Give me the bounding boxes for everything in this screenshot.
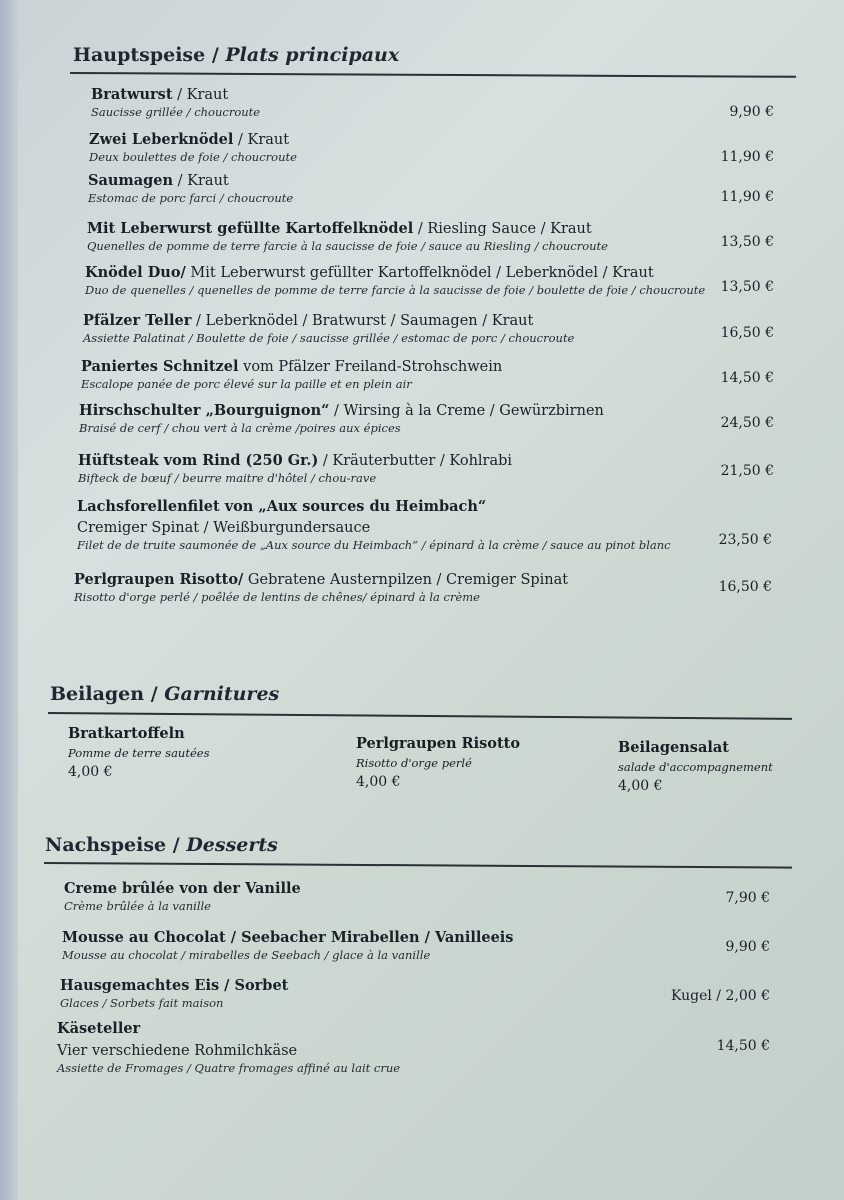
item-name: Bratkartoffeln [68,725,185,742]
menu-item [79,402,604,436]
section-rule [44,862,792,868]
menu-item [74,571,568,605]
side-item [68,724,209,782]
item-desc: Bifteck de bœuf / beurre maitre d'hôtel / chou-rave [78,471,377,485]
item-name: Hirschschulter „Bourguignon“ [79,402,330,419]
menu-item [60,977,288,1011]
item-desc: Braisé de cerf / chou vert à la crème /poires aux épices [79,421,401,435]
item-desc: salade d'accompagnement [618,760,773,774]
item-desc: Assiette Palatinat / Boulette de foie / saucisse grillée / estomac de porc / choucroute [83,331,575,345]
side-item [356,734,520,792]
item-name: Perlgraupen Risotto [356,735,521,752]
menu-item [62,929,513,963]
section-rule [70,72,796,77]
section-title-fr: Desserts [186,834,278,856]
item-desc: Duo de quenelles / quenelles de pomme de terre farcie à la saucisse de foie / boulette de foie / choucroute [85,283,706,297]
item-desc: Mousse au chocolat / mirabelles de Seebach / glace à la vanille [62,948,431,962]
item-name-rest: / Kraut [172,87,229,103]
menu-item [85,264,705,298]
item-desc: Risotto d'orge perlé [356,756,472,770]
item-price: 9,90 € [725,939,770,955]
item-name-rest: / Kräuterbutter / Kohlrabi [318,453,513,469]
item-price: 7,90 € [725,890,770,906]
item-price: 4,00 € [618,778,663,794]
item-price: 11,90 € [720,149,774,165]
item-name: Saumagen [88,172,174,189]
section-title-sides [50,683,279,705]
menu-item [87,220,608,254]
menu-item [77,498,671,553]
item-name: Paniertes Schnitzel [81,358,239,375]
item-name: Mousse au Chocolat / Seebacher Mirabellen / Vanilleeis [62,929,514,946]
section-title-de: Nachspeise [45,834,167,856]
item-name-rest: / Kraut [173,173,229,189]
item-name: Bratwurst [91,86,173,103]
section-title-de: Beilagen [50,683,145,705]
item-desc: Pomme de terre sautées [68,746,210,760]
item-price: 21,50 € [720,463,774,479]
item-price: 24,50 € [720,415,774,431]
menu-item [88,172,293,206]
item-desc: Glaces / Sorbets fait maison [60,996,224,1010]
item-name: Hausgemachtes Eis / Sorbet [60,977,289,994]
item-price: 16,50 € [718,579,772,595]
item-desc: Crème brûlée à la vanille [64,899,211,913]
menu-item [81,358,502,392]
item-name-rest: / Riesling Sauce / Kraut [413,221,592,237]
section-title-fr: Plats principaux [225,44,400,66]
item-name-rest: / Wirsing à la Creme / Gewürzbirnen [329,403,604,419]
menu-item [78,452,512,486]
item-desc: Risotto d'orge perlé / poêlée de lentins de chênes/ épinard à la crème [74,590,480,604]
item-name: Beilagensalat [618,739,729,756]
item-name-rest: Mit Leberwurst gefüllter Kartoffelknödel / Leberknödel / Kraut [185,265,654,281]
item-desc: Assiette de Fromages / Quatre fromages affiné au lait crue [57,1061,401,1075]
item-desc: Saucisse grillée / choucroute [91,105,261,119]
section-title-sep: / [166,834,187,856]
item-name: Creme brûlée von der Vanille [64,880,301,897]
item-name: Hüftsteak vom Rind (250 Gr.) [78,452,319,469]
item-name: Zwei Leberknödel [89,131,234,148]
item-price: Kugel / 2,00 € [670,988,770,1004]
menu-item [83,312,574,346]
section-title-sep: / [205,44,226,66]
menu-item [64,880,301,914]
item-price: 14,50 € [716,1038,770,1054]
menu-item [57,1020,400,1076]
item-desc: Filet de de truite saumonée de „Aux source du Heimbach“ / épinard à la crème / sauce au pinot blanc [77,538,671,552]
item-price: 16,50 € [720,325,774,341]
item-name-rest: Gebratene Austernpilzen / Cremiger Spinat [243,572,569,588]
menu-item [91,86,260,120]
item-sub: Cremiger Spinat / Weißburgundersauce [77,520,371,536]
item-price: 4,00 € [356,774,401,790]
section-rule [48,712,792,719]
item-name: Mit Leberwurst gefüllte Kartoffelknödel [87,220,414,237]
item-price: 23,50 € [718,532,772,548]
item-name-rest: vom Pfälzer Freiland-Strohschwein [238,359,503,375]
item-price: 14,50 € [720,370,774,386]
item-desc: Deux boulettes de foie / choucroute [89,150,297,164]
item-name: Pfälzer Teller [83,312,192,329]
side-item [618,738,773,796]
item-name: Käseteller [57,1020,141,1037]
section-title-sep: / [144,683,165,705]
item-price: 4,00 € [68,764,113,780]
item-name-rest: / Leberknödel / Bratwurst / Saumagen / Kraut [191,313,534,329]
item-price: 9,90 € [729,104,774,120]
item-sub: Vier verschiedene Rohmilchkäse [57,1043,298,1059]
item-desc: Estomac de porc farci / choucroute [88,191,294,205]
item-price: 13,50 € [720,279,774,295]
item-name: Knödel Duo/ [85,264,186,281]
menu-item [89,131,297,165]
item-desc: Escalope panée de porc élevé sur la paille et en plein air [81,377,412,391]
item-name: Perlgraupen Risotto/ [74,571,244,588]
item-price: 13,50 € [720,234,774,250]
page-edge [0,0,18,1200]
item-price: 11,90 € [720,189,774,205]
item-name: Lachsforellenfilet von „Aux sources du Heimbach“ [77,498,487,515]
section-title-de: Hauptspeise [73,44,206,66]
section-title-desserts [45,834,278,856]
section-title-fr: Garnitures [164,683,280,705]
item-desc: Quenelles de pomme de terre farcie à la saucisse de foie / sauce au Riesling / choucroute [87,239,608,253]
item-name-rest: / Kraut [233,132,290,148]
section-title-main [73,44,399,66]
